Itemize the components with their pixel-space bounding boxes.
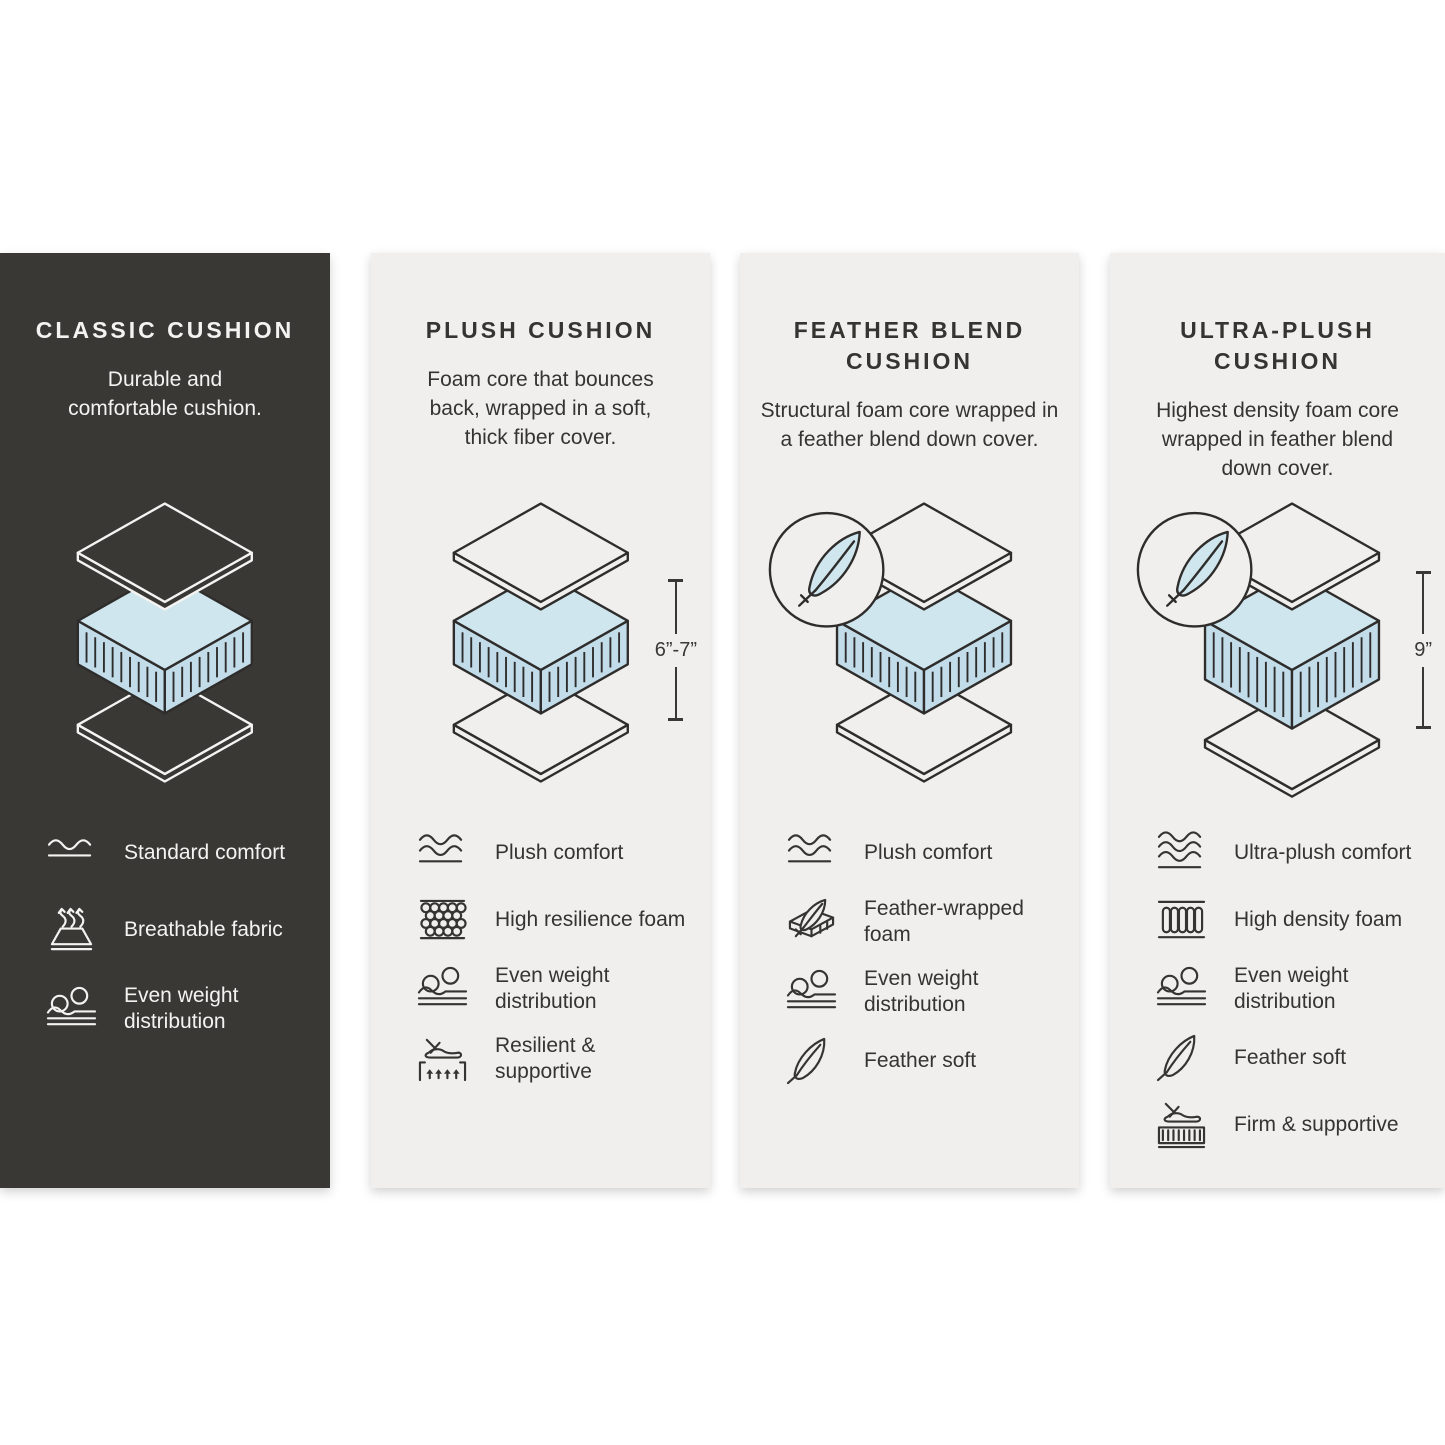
- even-weight-icon: [1152, 965, 1210, 1014]
- comfort-wave-3-icon: [1152, 829, 1210, 878]
- feature-label: Resilient & supportive: [495, 1034, 596, 1084]
- panel-description: Highest density foam core wrapped in feather blend down cover.: [1156, 399, 1399, 481]
- feature-label: Breathable fabric: [124, 918, 283, 942]
- cushion-layers-diagram: [371, 487, 710, 817]
- feature-row: [413, 1033, 692, 1085]
- panel-header: [0, 315, 330, 487]
- cushion-top-cover: [78, 504, 252, 610]
- feature-row: [782, 966, 1061, 1018]
- feature-label: Even weight distribution: [124, 984, 239, 1034]
- dimension-cap-bottom: [668, 718, 683, 721]
- cushion-top-cover: [454, 504, 628, 610]
- panel-title: PLUSH CUSHION: [425, 317, 656, 343]
- feature-label: Even weight distribution: [864, 967, 979, 1017]
- dimension-rule: [675, 667, 678, 719]
- feature-row: [413, 963, 692, 1015]
- panel-description: Durable and comfortable cushion.: [68, 368, 262, 421]
- panel-feather-blend: [740, 253, 1079, 1188]
- panel-description: Foam core that bounces back, wrapped in a soft, thick fiber cover.: [427, 368, 654, 449]
- panel-classic: [0, 253, 330, 1188]
- resilience-foam-icon: [413, 896, 471, 945]
- feature-list: [740, 817, 1079, 1188]
- feature-label: Plush comfort: [495, 841, 624, 865]
- feature-row: [42, 829, 312, 878]
- even-weight-icon: [413, 965, 471, 1014]
- feature-list: [0, 817, 330, 1188]
- panel-inner: [0, 253, 330, 1188]
- height-dimension-marker: [1414, 571, 1432, 729]
- feature-row: [42, 983, 312, 1035]
- feature-label: High density foam: [1234, 908, 1403, 932]
- dimension-rule: [1422, 574, 1425, 634]
- panel-description: Structural foam core wrapped in a feather blend down cover.: [760, 399, 1059, 452]
- dimension-label: 6”-7”: [654, 638, 697, 661]
- panel-title: FEATHER BLEND CUSHION: [793, 317, 1026, 375]
- feature-row: [782, 829, 1061, 878]
- panel-title: CLASSIC CUSHION: [35, 317, 295, 343]
- cushion-diagram: [399, 496, 683, 808]
- dimension-rule: [675, 582, 678, 634]
- panel-header: [371, 315, 710, 487]
- panel-title: ULTRA-PLUSH CUSHION: [1180, 317, 1375, 375]
- feature-row: [1152, 896, 1427, 945]
- feature-label: Feather soft: [864, 1048, 977, 1072]
- panel-inner: [1110, 253, 1445, 1188]
- feature-row: [1152, 963, 1427, 1015]
- dimension-cap-bottom: [1416, 726, 1431, 729]
- feather-icon: [1152, 1033, 1210, 1082]
- feather-icon: [782, 1036, 840, 1085]
- cushion-diagram: [1136, 496, 1420, 808]
- feature-row: [413, 829, 692, 878]
- feather-wrapped-foam-icon: [782, 898, 840, 947]
- feather-badge: [1138, 513, 1251, 626]
- feather-badge: [770, 513, 883, 626]
- feature-label: Feather soft: [1234, 1045, 1347, 1069]
- even-weight-icon: [782, 968, 840, 1017]
- dimension-rule: [1422, 667, 1425, 727]
- comfort-wave-1-icon: [42, 829, 100, 878]
- dimension-label: 9”: [1414, 638, 1432, 661]
- cushion-layers-diagram: [0, 487, 330, 817]
- feature-row: [782, 1036, 1061, 1085]
- cushion-layers-diagram: [1110, 487, 1445, 817]
- firm-supportive-icon: [1152, 1100, 1210, 1149]
- breathable-fabric-icon: [42, 906, 100, 955]
- feature-row: [1152, 829, 1427, 878]
- panel-inner: [740, 253, 1079, 1188]
- feature-label: Standard comfort: [124, 841, 286, 865]
- feature-list: [371, 817, 710, 1188]
- feature-label: Firm & supportive: [1234, 1112, 1399, 1136]
- feature-label: High resilience foam: [495, 908, 686, 932]
- feature-label: Even weight distribution: [1234, 964, 1349, 1014]
- comfort-wave-2-icon: [782, 829, 840, 878]
- feature-list: [1110, 817, 1445, 1188]
- panel-ultra-plush: [1110, 253, 1445, 1188]
- cushion-diagram: [23, 496, 307, 808]
- panels-row: [0, 253, 1445, 1188]
- panel-plush: [371, 253, 710, 1188]
- feature-row: [782, 896, 1061, 948]
- cushion-layers-diagram: [740, 487, 1079, 817]
- feature-label: Even weight distribution: [495, 964, 610, 1014]
- resilient-supportive-icon: [413, 1035, 471, 1084]
- feature-row: [413, 896, 692, 945]
- comfort-wave-2-icon: [413, 829, 471, 878]
- panel-header: [1110, 315, 1445, 487]
- feature-row: [1152, 1100, 1427, 1149]
- feature-label: Ultra-plush comfort: [1234, 841, 1412, 865]
- density-foam-icon: [1152, 896, 1210, 945]
- height-dimension-marker: [655, 579, 697, 721]
- feature-row: [1152, 1033, 1427, 1082]
- panel-inner: [371, 253, 710, 1188]
- feature-label: Plush comfort: [864, 841, 993, 865]
- feature-row: [42, 906, 312, 955]
- cushion-diagram: [768, 496, 1052, 808]
- even-weight-icon: [42, 985, 100, 1034]
- feature-label: Feather-wrapped foam: [864, 897, 1024, 947]
- panel-header: [740, 315, 1079, 487]
